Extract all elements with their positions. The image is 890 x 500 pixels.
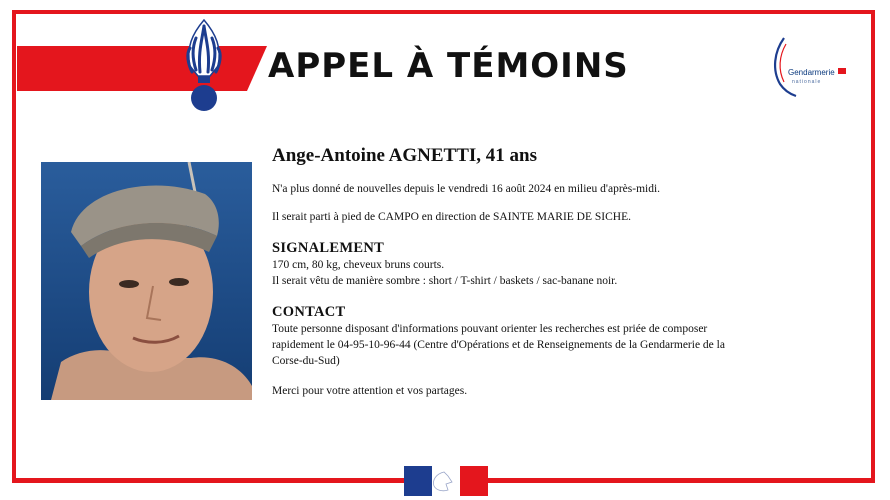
notice-content — [272, 143, 812, 399]
gendarmerie-logo-icon — [770, 34, 855, 98]
frame-bottom-left — [12, 479, 404, 483]
thanks-text: Merci pour votre attention et vos partages. — [272, 385, 468, 397]
person-name: Ange-Antoine AGNETTI, 41 ans — [272, 145, 537, 166]
signalement-line-1: 170 cm, 80 kg, cheveux bruns courts. — [272, 259, 445, 271]
departure-text: Il serait parti à pied de CAMPO en direction de SAINTE MARIE DE SICHE. — [272, 211, 631, 223]
contact-line-3: Corse-du-Sud) — [272, 355, 340, 367]
frame-bottom-right — [488, 479, 875, 483]
republique-francaise-logo-icon — [404, 466, 488, 496]
last-seen-text: N'a plus donné de nouvelles depuis le vendredi 16 août 2024 en milieu d'après-midi. — [272, 183, 661, 195]
signalement-heading: SIGNALEMENT — [272, 240, 385, 256]
gendarmerie-logo-text: Gendarmerie — [788, 68, 835, 77]
contact-line-2: rapidement le 04-95-10-96-44 (Centre d'Opérations et de Renseignements de la Gendarmerie de la — [272, 339, 725, 351]
missing-person-photo — [41, 162, 252, 400]
grenade-flame-icon — [178, 18, 230, 114]
contact-line-1: Toute personne disposant d'informations pouvant orienter les recherches est priée de composer — [272, 323, 708, 335]
contact-heading: CONTACT — [272, 304, 346, 320]
gendarmerie-logo-subtext: nationale — [792, 79, 822, 85]
signalement-line-2: Il serait vêtu de manière sombre : short / T-shirt / baskets / sac-banane noir. — [272, 275, 618, 287]
page-title: APPEL À TÉMOINS — [268, 46, 629, 86]
